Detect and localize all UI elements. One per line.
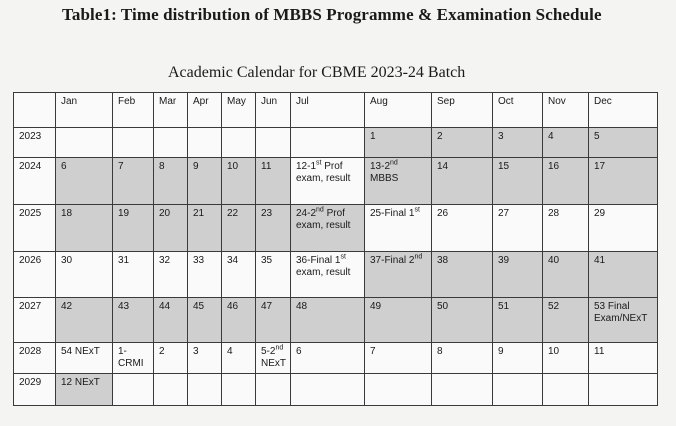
ordinal-suffix: nd <box>275 344 284 352</box>
cell-value: 36-Final 1 <box>296 255 341 266</box>
calendar-cell <box>256 128 291 158</box>
cell-value: 43 <box>118 301 130 312</box>
ordinal-suffix: st <box>340 253 346 261</box>
table-title: Table1: Time distribution of MBBS Programme & Examination Schedule <box>62 5 602 24</box>
calendar-cell <box>188 158 222 205</box>
calendar-cell <box>589 298 658 343</box>
cell-value: 6 <box>296 346 302 357</box>
cell-value: 40 <box>548 255 560 266</box>
cell-note: exam, result <box>296 267 351 278</box>
calendar-cell <box>154 343 188 374</box>
month-header: Aug <box>365 93 432 128</box>
cell-value: 47 <box>261 301 273 312</box>
calendar-cell <box>154 128 188 158</box>
cell-value: 6 <box>61 161 67 172</box>
calendar-cell <box>432 205 493 252</box>
cell-value: 8 <box>159 161 165 172</box>
month-header: Jan <box>56 93 113 128</box>
cell-value: 3 <box>498 131 504 142</box>
cell-value: 5 <box>594 131 600 142</box>
month-header: Sep <box>432 93 493 128</box>
calendar-cell <box>154 158 188 205</box>
calendar-cell <box>493 374 543 406</box>
cell-value: 10 <box>227 161 239 172</box>
ordinal-suffix: nd <box>316 206 324 214</box>
calendar-cell <box>589 205 658 252</box>
cell-value: 30 <box>61 255 73 266</box>
calendar-cell <box>154 252 188 298</box>
cell-note: Prof exam, result <box>296 208 351 231</box>
calendar-cell <box>188 205 222 252</box>
month-header: Feb <box>113 93 154 128</box>
calendar-cell <box>432 298 493 343</box>
ordinal-suffix: st <box>316 159 322 167</box>
calendar-cell <box>56 343 113 374</box>
calendar-cell <box>256 343 291 374</box>
year-row <box>14 128 658 158</box>
calendar-cell <box>365 298 432 343</box>
calendar-cell <box>291 252 365 298</box>
calendar-cell <box>256 205 291 252</box>
year-label: 2025 <box>14 205 56 252</box>
calendar-cell <box>493 158 543 205</box>
calendar-cell <box>291 128 365 158</box>
calendar-cell <box>493 343 543 374</box>
cell-value: 51 <box>498 301 510 312</box>
calendar-cell <box>256 158 291 205</box>
calendar-cell <box>56 128 113 158</box>
cell-value: 54 NExT <box>61 346 100 357</box>
month-header: May <box>222 93 256 128</box>
calendar-cell <box>493 205 543 252</box>
cell-value: 44 <box>159 301 171 312</box>
calendar-cell <box>188 343 222 374</box>
calendar-cell <box>188 252 222 298</box>
year-label: 2024 <box>14 158 56 205</box>
cell-value: 25-Final 1 <box>370 208 415 219</box>
calendar-cell <box>589 343 658 374</box>
calendar-cell <box>291 374 365 406</box>
header-row <box>14 93 658 128</box>
cell-value: 21 <box>193 208 205 219</box>
cell-value: 14 <box>437 161 449 172</box>
calendar-cell <box>56 298 113 343</box>
cell-value: 12 NExT <box>61 377 100 388</box>
month-header: Jun <box>256 93 291 128</box>
calendar-subtitle: Academic Calendar for CBME 2023-24 Batch <box>168 64 466 81</box>
ordinal-suffix: st <box>414 206 420 214</box>
cell-value: 1 <box>370 131 376 142</box>
cell-value: 2 <box>159 346 165 357</box>
cell-value: 29 <box>594 208 606 219</box>
year-label: 2026 <box>14 252 56 298</box>
cell-note: Prof exam, result <box>296 161 351 184</box>
calendar-cell <box>222 298 256 343</box>
calendar-cell <box>291 158 365 205</box>
year-row <box>14 205 658 252</box>
calendar-cell <box>113 205 154 252</box>
calendar-cell <box>113 343 154 374</box>
cell-value: 31 <box>118 255 130 266</box>
cell-value: 20 <box>159 208 171 219</box>
cell-value: 8 <box>437 346 443 357</box>
cell-value: 32 <box>159 255 171 266</box>
calendar-cell <box>56 158 113 205</box>
cell-value: 9 <box>193 161 199 172</box>
year-row <box>14 252 658 298</box>
calendar-cell <box>589 158 658 205</box>
calendar-cell <box>256 252 291 298</box>
cell-value: 12-1 <box>296 161 317 172</box>
calendar-cell <box>543 205 589 252</box>
cell-value: 26 <box>437 208 449 219</box>
calendar-cell <box>543 128 589 158</box>
cell-value: 19 <box>118 208 130 219</box>
calendar-cell <box>256 374 291 406</box>
year-row <box>14 158 658 205</box>
calendar-cell <box>432 343 493 374</box>
cell-value: 52 <box>548 301 560 312</box>
calendar-cell <box>365 252 432 298</box>
calendar-cell <box>222 374 256 406</box>
cell-value: 28 <box>548 208 560 219</box>
cell-value: 7 <box>370 346 376 357</box>
cell-value: 27 <box>498 208 510 219</box>
cell-value: 37-Final 2 <box>370 255 415 266</box>
calendar-cell <box>113 128 154 158</box>
cell-note: MBBS <box>370 173 399 184</box>
ordinal-suffix: nd <box>390 159 398 167</box>
calendar-cell <box>113 252 154 298</box>
cell-value: 46 <box>227 301 239 312</box>
calendar-cell <box>222 128 256 158</box>
year-label: 2029 <box>14 374 56 406</box>
cell-value: 7 <box>118 161 124 172</box>
academic-calendar-table <box>13 92 658 406</box>
calendar-cell <box>291 298 365 343</box>
month-header: Apr <box>188 93 222 128</box>
calendar-cell <box>56 252 113 298</box>
calendar-cell <box>589 128 658 158</box>
calendar-cell <box>188 298 222 343</box>
month-header: Oct <box>493 93 543 128</box>
year-label: 2027 <box>14 298 56 343</box>
calendar-cell <box>432 252 493 298</box>
calendar-cell <box>222 205 256 252</box>
month-header: Mar <box>154 93 188 128</box>
month-header: Dec <box>589 93 658 128</box>
cell-value: 2 <box>437 131 443 142</box>
calendar-cell <box>113 374 154 406</box>
calendar-cell <box>222 343 256 374</box>
cell-value: 33 <box>193 255 205 266</box>
calendar-cell <box>589 374 658 406</box>
calendar-cell <box>222 158 256 205</box>
cell-value: 13-2 <box>370 161 391 172</box>
cell-value: 41 <box>594 255 606 266</box>
calendar-cell <box>222 252 256 298</box>
cell-value: 1-CRMI <box>118 346 144 369</box>
calendar-cell <box>56 374 113 406</box>
cell-value: 23 <box>261 208 273 219</box>
calendar-cell <box>256 298 291 343</box>
cell-value: 22 <box>227 208 239 219</box>
cell-value: 50 <box>437 301 449 312</box>
calendar-cell <box>543 298 589 343</box>
year-row <box>14 298 658 343</box>
cell-note: NExT <box>261 358 286 369</box>
calendar-cell <box>56 205 113 252</box>
cell-value: 53 Final Exam/NExT <box>594 301 648 324</box>
cell-value: 42 <box>61 301 73 312</box>
cell-value: 4 <box>227 346 233 357</box>
cell-value: 45 <box>193 301 205 312</box>
calendar-cell <box>365 343 432 374</box>
calendar-cell <box>113 298 154 343</box>
calendar-cell <box>543 252 589 298</box>
corner-cell <box>14 93 56 128</box>
cell-value: 11 <box>261 161 272 172</box>
calendar-cell <box>543 374 589 406</box>
year-row <box>14 343 658 374</box>
month-header: Nov <box>543 93 589 128</box>
calendar-cell <box>365 374 432 406</box>
cell-value: 3 <box>193 346 199 357</box>
year-row <box>14 374 658 406</box>
cell-value: 11 <box>594 346 605 357</box>
calendar-cell <box>543 343 589 374</box>
calendar-cell <box>493 298 543 343</box>
year-label: 2028 <box>14 343 56 374</box>
year-label: 2023 <box>14 128 56 158</box>
cell-value: 49 <box>370 301 382 312</box>
cell-value: 39 <box>498 255 510 266</box>
calendar-cell <box>188 374 222 406</box>
cell-value: 5-2 <box>261 346 276 357</box>
calendar-cell <box>543 158 589 205</box>
calendar-cell <box>493 128 543 158</box>
calendar-cell <box>365 158 432 205</box>
calendar-cell <box>432 374 493 406</box>
cell-value: 18 <box>61 208 73 219</box>
calendar-cell <box>154 298 188 343</box>
calendar-cell <box>493 252 543 298</box>
cell-value: 38 <box>437 255 449 266</box>
cell-value: 34 <box>227 255 239 266</box>
calendar-cell <box>154 205 188 252</box>
cell-value: 16 <box>548 161 560 172</box>
cell-value: 15 <box>498 161 510 172</box>
calendar-cell <box>589 252 658 298</box>
calendar-cell <box>365 128 432 158</box>
calendar-cell <box>291 343 365 374</box>
cell-value: 4 <box>548 131 554 142</box>
calendar-cell <box>365 205 432 252</box>
calendar-cell <box>188 128 222 158</box>
ordinal-suffix: nd <box>414 253 423 261</box>
calendar-cell <box>432 128 493 158</box>
calendar-cell <box>113 158 154 205</box>
cell-value: 17 <box>594 161 606 172</box>
cell-value: 24-2 <box>296 208 317 219</box>
calendar-cell <box>154 374 188 406</box>
cell-value: 48 <box>296 301 308 312</box>
cell-value: 9 <box>498 346 504 357</box>
cell-value: 35 <box>261 255 273 266</box>
calendar-cell <box>291 205 365 252</box>
cell-value: 10 <box>548 346 560 357</box>
month-header: Jul <box>291 93 365 128</box>
calendar-cell <box>432 158 493 205</box>
